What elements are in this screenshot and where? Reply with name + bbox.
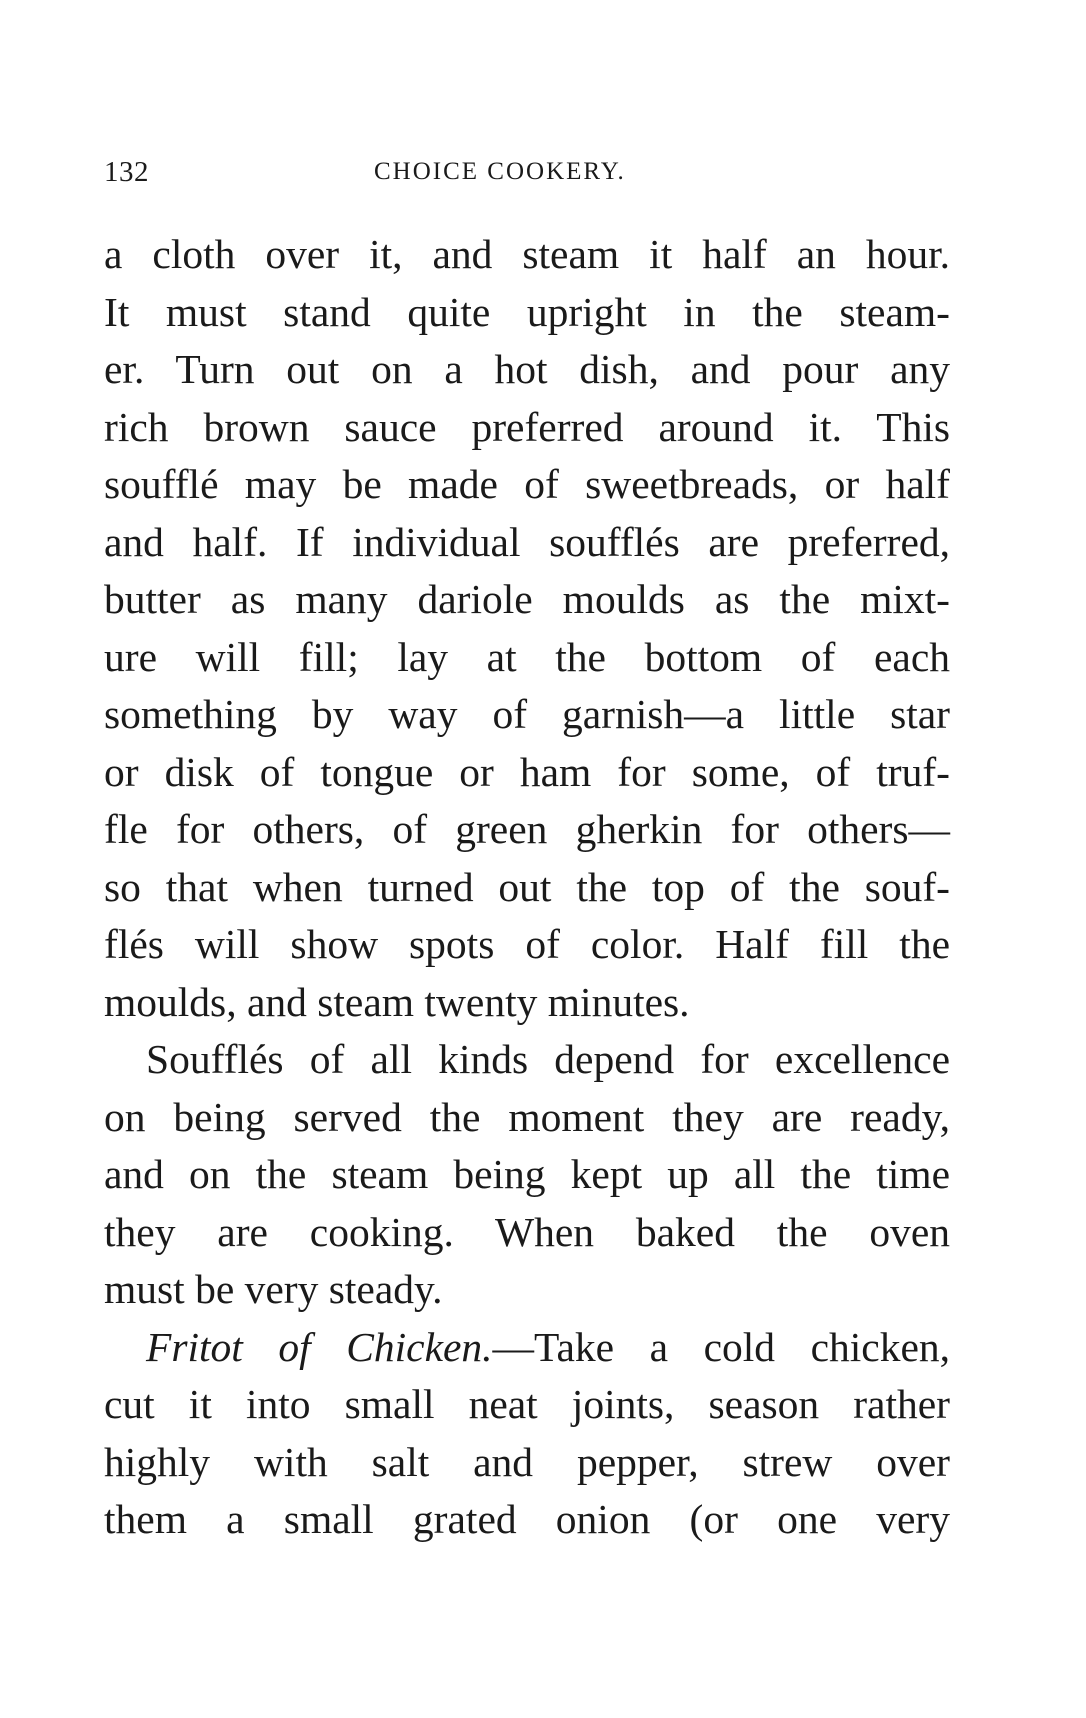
- text-line: or disk of tongue or ham for some, of truf-: [104, 748, 950, 795]
- text-line: fle for others, of green gherkin for others—: [104, 806, 950, 852]
- text-line: Soufflés of all kinds depend for excellence: [146, 1036, 950, 1082]
- text-line: rich brown sauce preferred around it. This: [104, 403, 950, 450]
- text-segment: —Take a cold chicken,: [492, 1323, 950, 1370]
- text-line: a cloth over it, and steam it half an hour.: [104, 231, 950, 277]
- text-line: they are cooking. When baked the oven: [104, 1208, 950, 1255]
- text-line: butter as many dariole moulds as the mixt-: [104, 576, 950, 622]
- text-line: so that when turned out the top of the souf-: [104, 863, 950, 910]
- body-text: [104, 226, 950, 1549]
- text-line: and on the steam being kept up all the time: [104, 1151, 950, 1197]
- text-line: soufflé may be made of sweetbreads, or half: [104, 461, 950, 507]
- text-line: moulds, and steam twenty minutes.: [104, 978, 690, 1025]
- text-line: them a small grated onion (or one very: [104, 1496, 950, 1542]
- text-line: ure will fill; lay at the bottom of each: [104, 633, 950, 680]
- paragraph-fritot-of-chicken: [104, 1319, 950, 1549]
- text-line: on being served the moment they are ready,: [104, 1093, 950, 1140]
- recipe-title: Fritot of Chicken.: [146, 1323, 493, 1370]
- text-line: [104, 1319, 950, 1377]
- text-line: flés will show spots of color. Half fill the: [104, 921, 950, 967]
- text-line: something by way of garnish—a little star: [104, 691, 950, 737]
- text-line: and half. If individual soufflés are preferred,: [104, 518, 950, 565]
- page-number: 132: [104, 156, 149, 188]
- paragraph-souffle-steaming: [104, 226, 950, 1031]
- text-line: cut it into small neat joints, season rather: [104, 1381, 950, 1427]
- running-title: CHOICE COOKERY.: [374, 158, 626, 185]
- text-line: must be very steady.: [104, 1266, 443, 1312]
- running-head: [104, 156, 950, 200]
- paragraph-souffle-serving: [104, 1031, 950, 1319]
- text-line: highly with salt and pepper, strew over: [104, 1438, 950, 1485]
- text-line: er. Turn out on a hot dish, and pour any: [104, 346, 950, 392]
- text-line: It must stand quite upright in the steam-: [104, 288, 950, 335]
